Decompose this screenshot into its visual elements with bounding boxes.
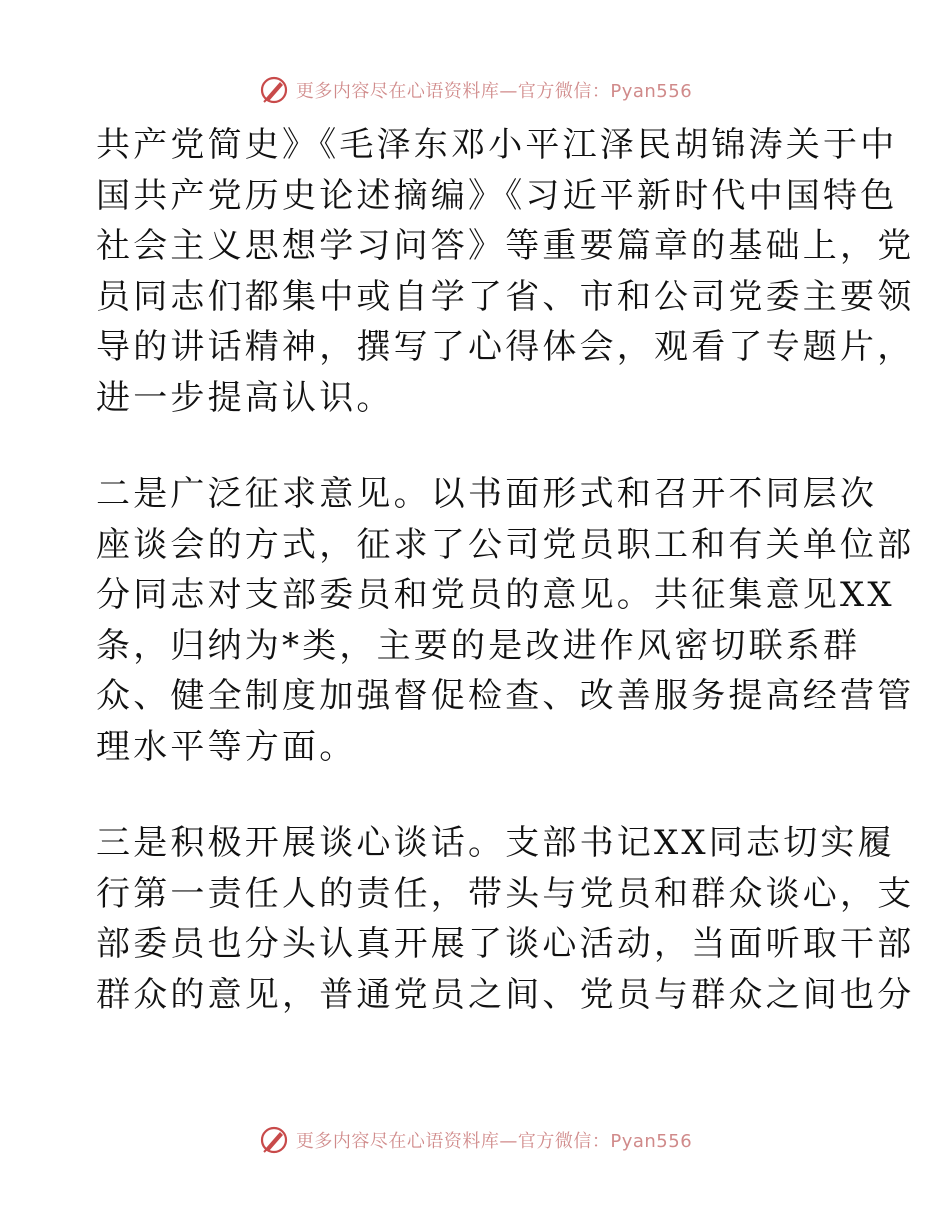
text-line: 群众的意见，普通党员之间、党员与群众之间也分 bbox=[96, 974, 915, 1015]
quill-logo-icon bbox=[258, 1124, 290, 1156]
paragraph-1 bbox=[96, 120, 915, 423]
text-line: 分同志对支部委员和党员的意见。共征集意见XX bbox=[96, 575, 895, 615]
watermark-footer bbox=[0, 1120, 950, 1160]
text-line: 三是积极开展谈心谈话。支部书记XX同志切实履 bbox=[96, 823, 895, 863]
text-line: 二是广泛征求意见。以书面形式和召开不同层次 bbox=[96, 474, 878, 514]
watermark-text: 更多内容尽在心语资料库—官方微信：Pyan556 bbox=[295, 81, 693, 102]
watermark-text: 更多内容尽在心语资料库—官方微信：Pyan556 bbox=[295, 1131, 693, 1152]
text-line: 行第一责任人的责任，带头与党员和群众谈心，支 bbox=[96, 873, 915, 914]
text-line: 座谈会的方式，征求了公司党员职工和有关单位部 bbox=[96, 524, 915, 565]
text-line: 进一步提高认识。 bbox=[96, 377, 394, 418]
paragraph-2 bbox=[96, 469, 915, 772]
text-line: 众、健全制度加强督促检查、改善服务提高经营管 bbox=[96, 676, 915, 716]
text-line: 条，归纳为*类，主要的是改进作风密切联系群 bbox=[96, 625, 861, 666]
paragraph-3 bbox=[96, 818, 915, 1020]
text-line: 国共产党历史论述摘编》《习近平新时代中国特色 bbox=[96, 175, 898, 216]
text-line: 理水平等方面。 bbox=[96, 726, 357, 767]
quill-logo-icon bbox=[258, 74, 290, 106]
text-line: 部委员也分头认真开展了谈心活动，当面听取干部 bbox=[96, 924, 915, 964]
watermark-header bbox=[0, 70, 950, 110]
text-line: 导的讲话精神，撰写了心得体会，观看了专题片， bbox=[96, 327, 915, 367]
text-line: 社会主义思想学习问答》等重要篇章的基础上，党 bbox=[96, 226, 915, 266]
text-line: 共产党简史》《毛泽东邓小平江泽民胡锦涛关于中 bbox=[96, 125, 898, 165]
document-body bbox=[96, 120, 915, 1020]
text-line: 员同志们都集中或自学了省、市和公司党委主要领 bbox=[96, 276, 915, 317]
